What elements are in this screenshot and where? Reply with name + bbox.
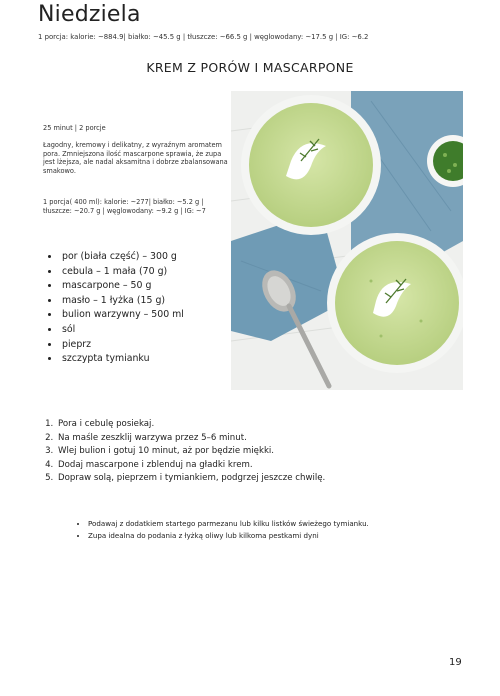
page-number: 19 [449,657,462,668]
recipe-title: KREM Z PORÓW I MASCARPONE [146,60,354,75]
ingredient-item: • bulion warzywny – 500 ml [60,308,184,323]
serving-tips [76,518,369,542]
recipe-description: Łagodny, kremowy i delikatny, z wyraźnym aromatem pora. Zmniejszona ilość mascarpone sprawia, że zupa jest lżejsza, ale nadal aksamitna i dobrze zbalansowana smakowo. [43,141,228,175]
soup-photo [231,91,463,390]
ingredient-item: • szczypta tymianku [60,352,184,367]
soup-bowl-bottom [327,233,463,373]
step-item: 1. Pora i cebulę posiekaj. [56,418,325,432]
recipe-meta: 25 minut | 2 porcje [43,124,106,132]
tip-item: • Zupa idealna do podania z łyżką oliwy lub kilkoma pestkami dyni [88,530,369,542]
day-title: Niedziela [38,2,141,27]
ingredient-item: • por (biała część) – 300 g [60,250,184,265]
ingredient-item: • mascarpone – 50 g [60,279,184,294]
ingredients-list [46,250,184,367]
portion-nutrition: 1 porcja( 400 ml): kalorie: ~277| białko: ~5.2 g | tłuszcze: ~20.7 g | węglowodany: ~9.2 g | IG: ~7 [43,198,206,215]
daily-nutrition-summary: 1 porcja: kalorie: ~884.9| białko: ~45.5 g | tłuszcze: ~66.5 g | węglowodany: ~17.5 g | IG: ~6.2 [38,33,369,41]
tip-item: • Podawaj z dodatkiem startego parmezanu lub kilku listków świeżego tymianku. [88,518,369,530]
step-item: 3. Wlej bulion i gotuj 10 minut, aż por będzie miękki. [56,445,325,459]
ingredient-item: • sól [60,323,184,338]
step-item: 5. Dopraw solą, pieprzem i tymiankiem, podgrzej jeszcze chwilę. [56,472,325,486]
ingredient-item: • masło – 1 łyżka (15 g) [60,294,184,309]
step-item: 2. Na maśle zeszklij warzywa przez 5–6 minut. [56,432,325,446]
soup-bowl-top [241,95,381,235]
ingredient-item: • cebula – 1 mała (70 g) [60,265,184,280]
preparation-steps [40,418,325,486]
ingredient-item: • pieprz [60,338,184,353]
step-item: 4. Dodaj mascarpone i zblenduj na gładki krem. [56,459,325,473]
